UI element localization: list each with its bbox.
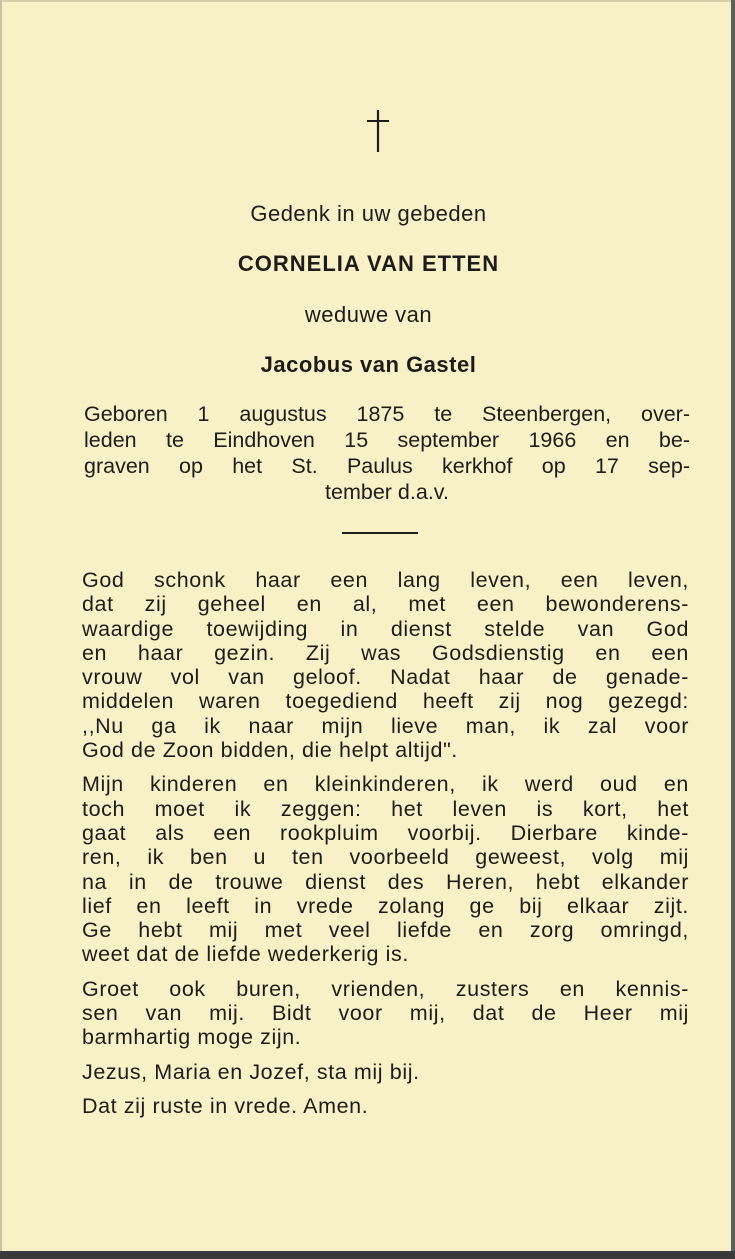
text-line: toch moet ik zeggen: het leven is kort, het (82, 796, 689, 821)
text-line: barmhartig moge zijn. (82, 1025, 302, 1050)
text-line: waardige toewijding in dienst stelde van God (82, 616, 689, 641)
memorial-text (82, 568, 689, 1128)
text-line: en haar gezin. Zij was Godsdienstig en een (82, 640, 689, 665)
text-line: God de Zoon bidden, die helpt altijd". (82, 738, 458, 763)
text-line: Mijn kinderen en kleinkinderen, ik werd oud en (82, 772, 689, 797)
text-line: ren, ik ben u ten voorbeeld geweest, volg mij (82, 845, 689, 870)
text-line: ,,Nu ga ik naar mijn lieve man, ik zal voor (82, 713, 689, 738)
text-line: weet dat de liefde wederkerig is. (82, 942, 409, 967)
text-line: vrouw vol van geloof. Nadat haar de genade- (82, 665, 689, 690)
birth-line: graven op het St. Paulus kerkhof op 17 sep- (84, 454, 690, 478)
deceased-name: CORNELIA VAN ETTEN (237, 251, 500, 276)
relation-text: weduwe van (304, 302, 433, 327)
birth-line: tember d.a.v. (325, 480, 449, 504)
text-line: lief en leeft in vrede zolang ge bij elkaar zijt. (82, 893, 689, 918)
text-line: middelen waren toegediend heeft zij nog gezegd: (82, 689, 689, 714)
birth-line: leden te Eindhoven 15 september 1966 en be- (84, 428, 690, 452)
paragraph (82, 772, 689, 966)
husband-name: Jacobus van Gastel (260, 352, 477, 377)
text-line: Groet ook buren, vrienden, zusters en kennis- (82, 976, 689, 1001)
paragraph (82, 568, 689, 762)
text-line: sen van mij. Bidt voor mij, dat de Heer mij (82, 1001, 689, 1026)
text-line: dat zij geheel en al, met een bewonderens- (82, 592, 689, 617)
cross-icon (364, 108, 392, 154)
closing-amen: Dat zij ruste in vrede. Amen. (82, 1093, 369, 1118)
closing-prayer: Jezus, Maria en Jozef, sta mij bij. (82, 1059, 420, 1084)
text-line: gaat als een rookpluim voorbij. Dierbare kinde- (82, 820, 689, 845)
birth-line: Geboren 1 augustus 1875 te Steenbergen, over- (84, 402, 690, 426)
scan-edge-right (731, 0, 735, 1259)
paragraph (82, 977, 689, 1050)
text-line: God schonk haar een lang leven, een leven, (82, 568, 689, 592)
intro-text: Gedenk in uw gebeden (250, 201, 487, 226)
text-line: Ge hebt mij met veel liefde en zorg omringd, (82, 918, 689, 943)
scan-edge-bottom (0, 1251, 735, 1259)
text-line: na in de trouwe dienst des Heren, hebt elkander (82, 869, 689, 894)
birth-death-details (84, 401, 690, 505)
divider-line (342, 532, 418, 534)
